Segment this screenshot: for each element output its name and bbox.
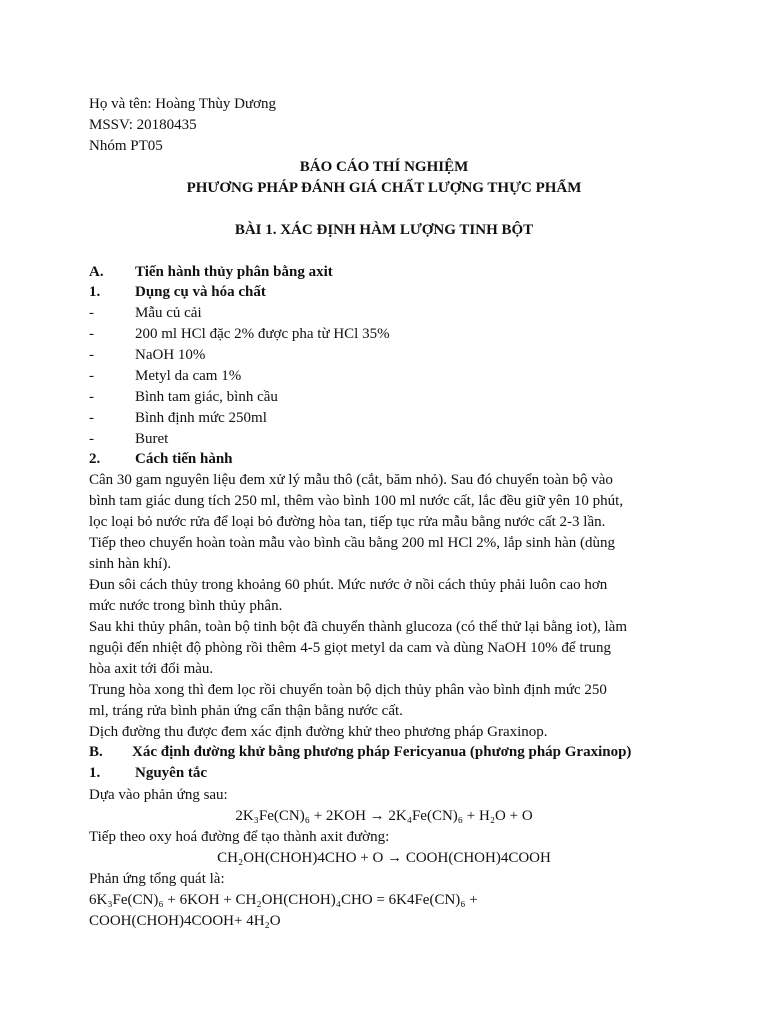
paragraph-line: Sau khi thủy phân, toàn bộ tinh bột đã chuyển thành glucoza (có thể thử lại bằng iot), làm	[89, 619, 628, 635]
section-a-marker: A.	[89, 264, 104, 280]
list-item: Metyl da cam 1%	[135, 368, 242, 384]
list-bullet: -	[89, 347, 94, 363]
paragraph-line: Tiếp theo chuyển hoàn toàn mẫu vào bình cầu bằng 200 ml HCl 2%, lắp sinh hàn (dùng	[89, 535, 616, 551]
paragraph-line: Đun sôi cách thủy trong khoảng 60 phút. Mức nước ở nồi cách thủy phải luôn cao hơn	[89, 577, 608, 593]
list-bullet: -	[89, 389, 94, 405]
section-b-marker: B.	[89, 744, 103, 760]
list-bullet: -	[89, 368, 94, 384]
report-title: BÁO CÁO THÍ NGHIỆM	[299, 159, 469, 175]
overall-equation-line-2: COOH(CHOH)4COOH+ 4H₂O	[89, 913, 281, 929]
list-item: Bình định mức 250ml	[135, 410, 267, 426]
subject-title: PHƯƠNG PHÁP ĐÁNH GIÁ CHẤT LƯỢNG THỰC PHẨM	[186, 180, 582, 196]
subsection-a2-marker: 2.	[89, 451, 101, 467]
paragraph-line: nguội đến nhiệt độ phòng rồi thêm 4-5 giọt metyl da cam và dùng NaOH 10% để trung	[89, 640, 611, 656]
list-item: Bình tam giác, bình cầu	[135, 389, 278, 405]
reaction-equation-1: 2K₃Fe(CN)₆ + 2KOH → 2K₄Fe(CN)₆ + H₂O + O	[235, 808, 533, 824]
list-item: NaOH 10%	[135, 347, 206, 363]
lesson-title: BÀI 1. XÁC ĐỊNH HÀM LƯỢNG TINH BỘT	[234, 222, 534, 238]
overall-equation-line-1: 6K₃Fe(CN)₆ + 6KOH + CH₂OH(CHOH)₄CHO = 6K4Fe(CN)₆ +	[89, 892, 478, 908]
list-bullet: -	[89, 326, 94, 342]
paragraph-line: Trung hòa xong thì đem lọc rồi chuyển toàn bộ dịch thủy phân vào bình định mức 250	[89, 682, 607, 698]
list-item: Mẫu củ cải	[135, 305, 202, 321]
student-id-line: MSSV: 20180435	[89, 117, 197, 133]
subsection-b1-heading: Nguyên tắc	[135, 765, 208, 781]
section-a-heading: Tiến hành thủy phân bằng axit	[135, 264, 333, 280]
list-item: 200 ml HCl đặc 2% được pha từ HCl 35%	[135, 326, 390, 342]
list-item: Buret	[135, 431, 169, 447]
group-line: Nhóm PT05	[89, 138, 163, 154]
paragraph-line: mức nước trong bình thủy phân.	[89, 598, 283, 614]
subsection-a1-marker: 1.	[89, 284, 101, 300]
list-bullet: -	[89, 431, 94, 447]
paragraph-line: lọc loại bỏ nước rửa để loại bỏ đường hòa tan, tiếp tục rửa mẫu bằng nước cất 2-3 lần.	[89, 514, 606, 530]
paragraph-line: ml, tráng rửa bình phản ứng cẩn thận bằng nước cất.	[89, 703, 403, 719]
list-bullet: -	[89, 305, 94, 321]
paragraph-line: sinh hàn khí).	[89, 556, 172, 572]
paragraph-line: Dựa vào phản ứng sau:	[89, 787, 228, 803]
paragraph-line: Cân 30 gam nguyên liệu đem xử lý mẫu thô (cắt, băm nhỏ). Sau đó chuyển toàn bộ vào	[89, 472, 613, 488]
subsection-a2-heading: Cách tiến hành	[135, 451, 233, 467]
paragraph-line: Dịch đường thu được đem xác định đường khử theo phương pháp Graxinop.	[89, 724, 548, 740]
student-name-line: Họ và tên: Hoàng Thùy Dương	[89, 96, 277, 112]
paragraph-line: bình tam giác dung tích 250 ml, thêm vào bình 100 ml nước cất, lắc đều giữ yên 10 phút,	[89, 493, 624, 509]
list-bullet: -	[89, 410, 94, 426]
paragraph-line: hòa axit tới đổi màu.	[89, 661, 214, 677]
section-b-heading: Xác định đường khử bằng phương pháp Fericyanua (phương pháp Graxinop)	[132, 744, 632, 760]
subsection-b1-marker: 1.	[89, 765, 101, 781]
paragraph-line: Phản ứng tổng quát là:	[89, 871, 225, 887]
paragraph-line: Tiếp theo oxy hoá đường để tạo thành axit đường:	[89, 829, 390, 845]
subsection-a1-heading: Dụng cụ và hóa chất	[135, 284, 266, 300]
reaction-equation-2: CH₂OH(CHOH)4CHO + O → COOH(CHOH)4COOH	[217, 850, 551, 866]
